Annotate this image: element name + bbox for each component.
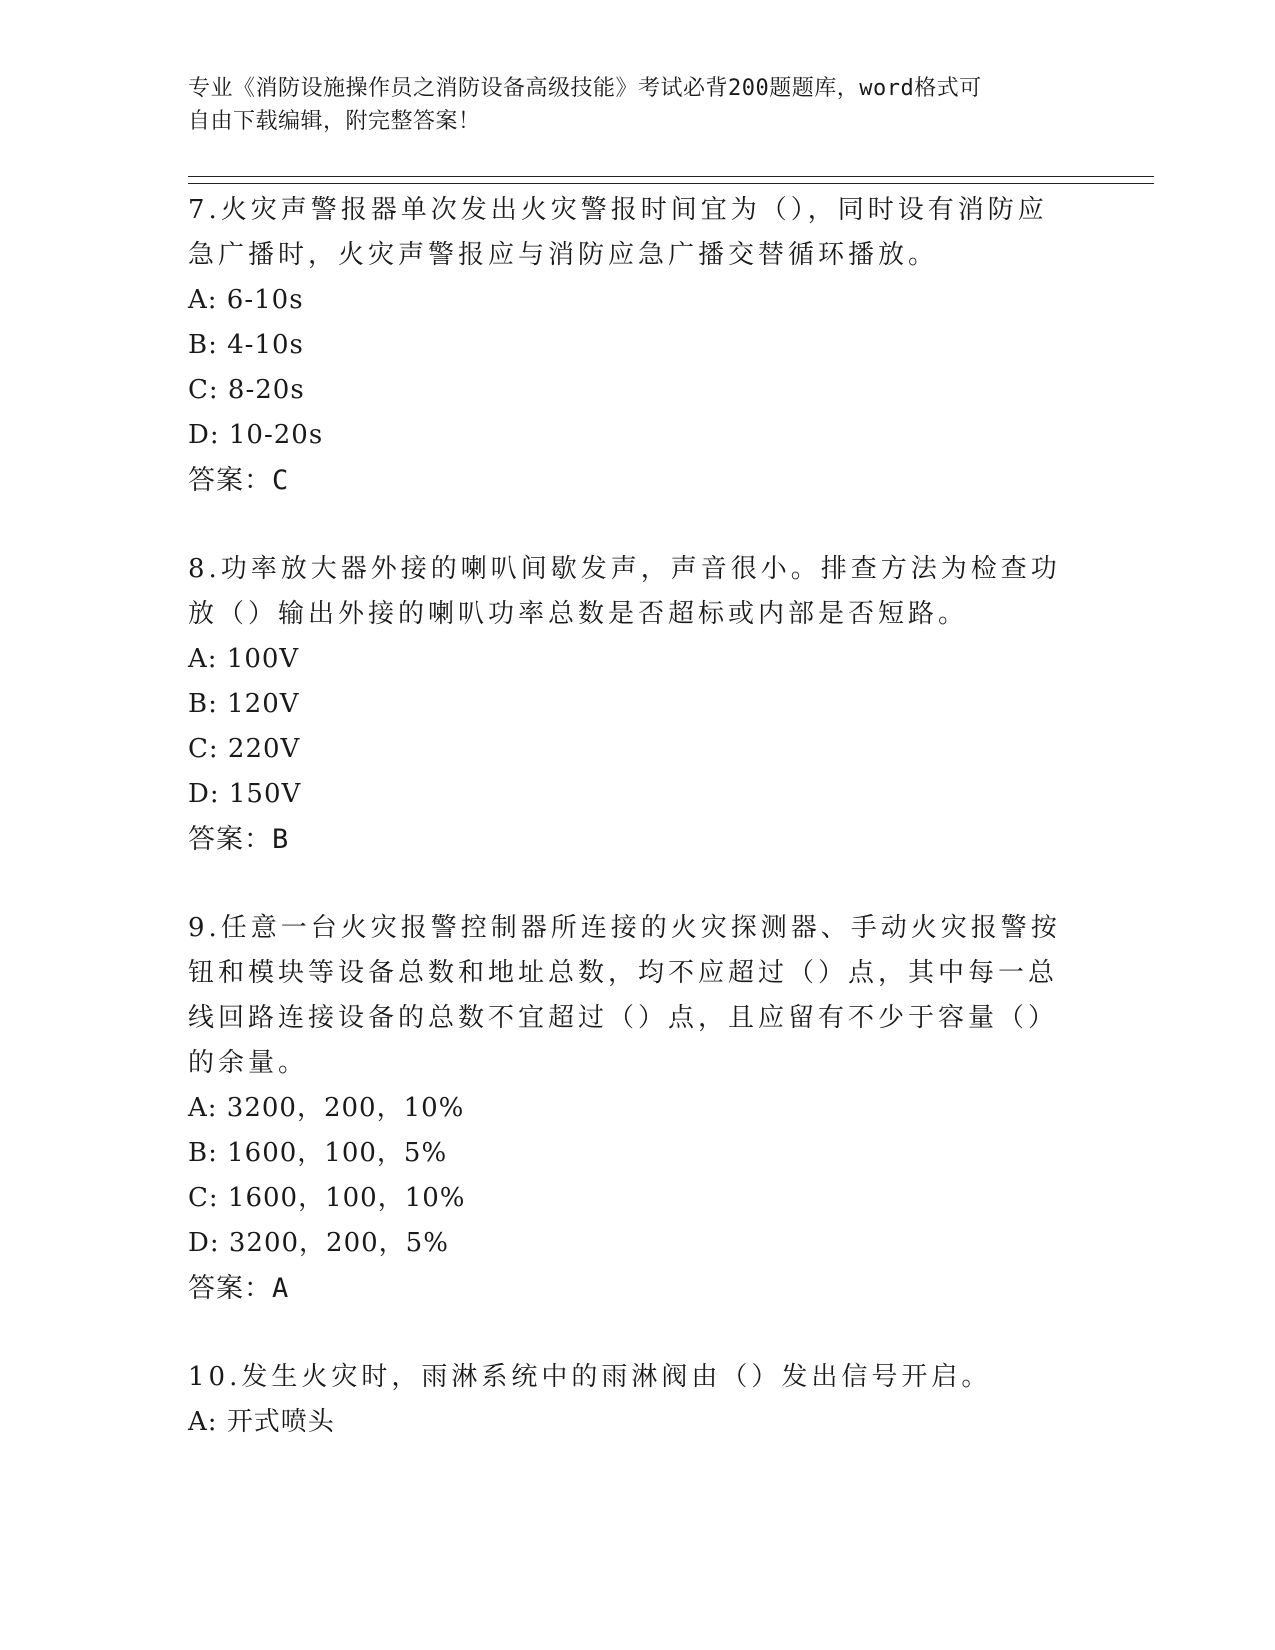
option-b: B: 4-10s [188, 330, 304, 360]
answer: 答案：A [188, 1273, 290, 1304]
option-b: B: 1600，100，5% [188, 1138, 448, 1168]
question-7 [188, 188, 1068, 503]
document-header [188, 72, 1068, 138]
option-d: D: 150V [188, 779, 302, 809]
header-divider-bottom [188, 183, 1154, 184]
header-divider-top [188, 176, 1154, 177]
question-8 [188, 547, 1068, 862]
question-stem: 10.发生火灾时，雨淋系统中的雨淋阀由（）发出信号开启。 [188, 1362, 992, 1392]
option-a: A: 6-10s [188, 285, 304, 315]
question-9 [188, 906, 1068, 1311]
header-line-2: 自由下载编辑，附完整答案！ [188, 109, 481, 134]
answer: 答案：C [188, 465, 290, 496]
option-b: B: 120V [188, 689, 300, 719]
question-stem: 8.功率放大器外接的喇叭间歇发声，声音很小。排查方法为检查功放（）输出外接的喇叭功率总数是否超标或内部是否短路。 [188, 554, 1061, 629]
question-list [188, 188, 1068, 1489]
answer: 答案：B [188, 824, 290, 855]
question-stem: 7.火灾声警报器单次发出火灾警报时间宜为（），同时设有消防应急广播时，火灾声警报应与消防应急广播交替循环播放。 [188, 195, 1048, 270]
option-a: A: 开式喷头 [188, 1407, 335, 1437]
question-10 [188, 1355, 1068, 1445]
question-stem: 9.任意一台火灾报警控制器所连接的火灾探测器、手动火灾报警按钮和模块等设备总数和地址总数，均不应超过（）点，其中每一总线回路连接设备的总数不宜超过（）点，且应留有不少于容量（）的余量。 [188, 913, 1061, 1078]
option-d: D: 3200，200，5% [188, 1228, 449, 1258]
option-d: D: 10-20s [188, 420, 324, 450]
header-line-1: 专业《消防设施操作员之消防设备高级技能》考试必背200题题库，word格式可 [188, 76, 982, 101]
option-a: A: 100V [188, 644, 300, 674]
option-a: A: 3200，200，10% [188, 1093, 465, 1123]
option-c: C: 220V [188, 734, 301, 764]
option-c: C: 1600，100，10% [188, 1183, 466, 1213]
option-c: C: 8-20s [188, 375, 305, 405]
